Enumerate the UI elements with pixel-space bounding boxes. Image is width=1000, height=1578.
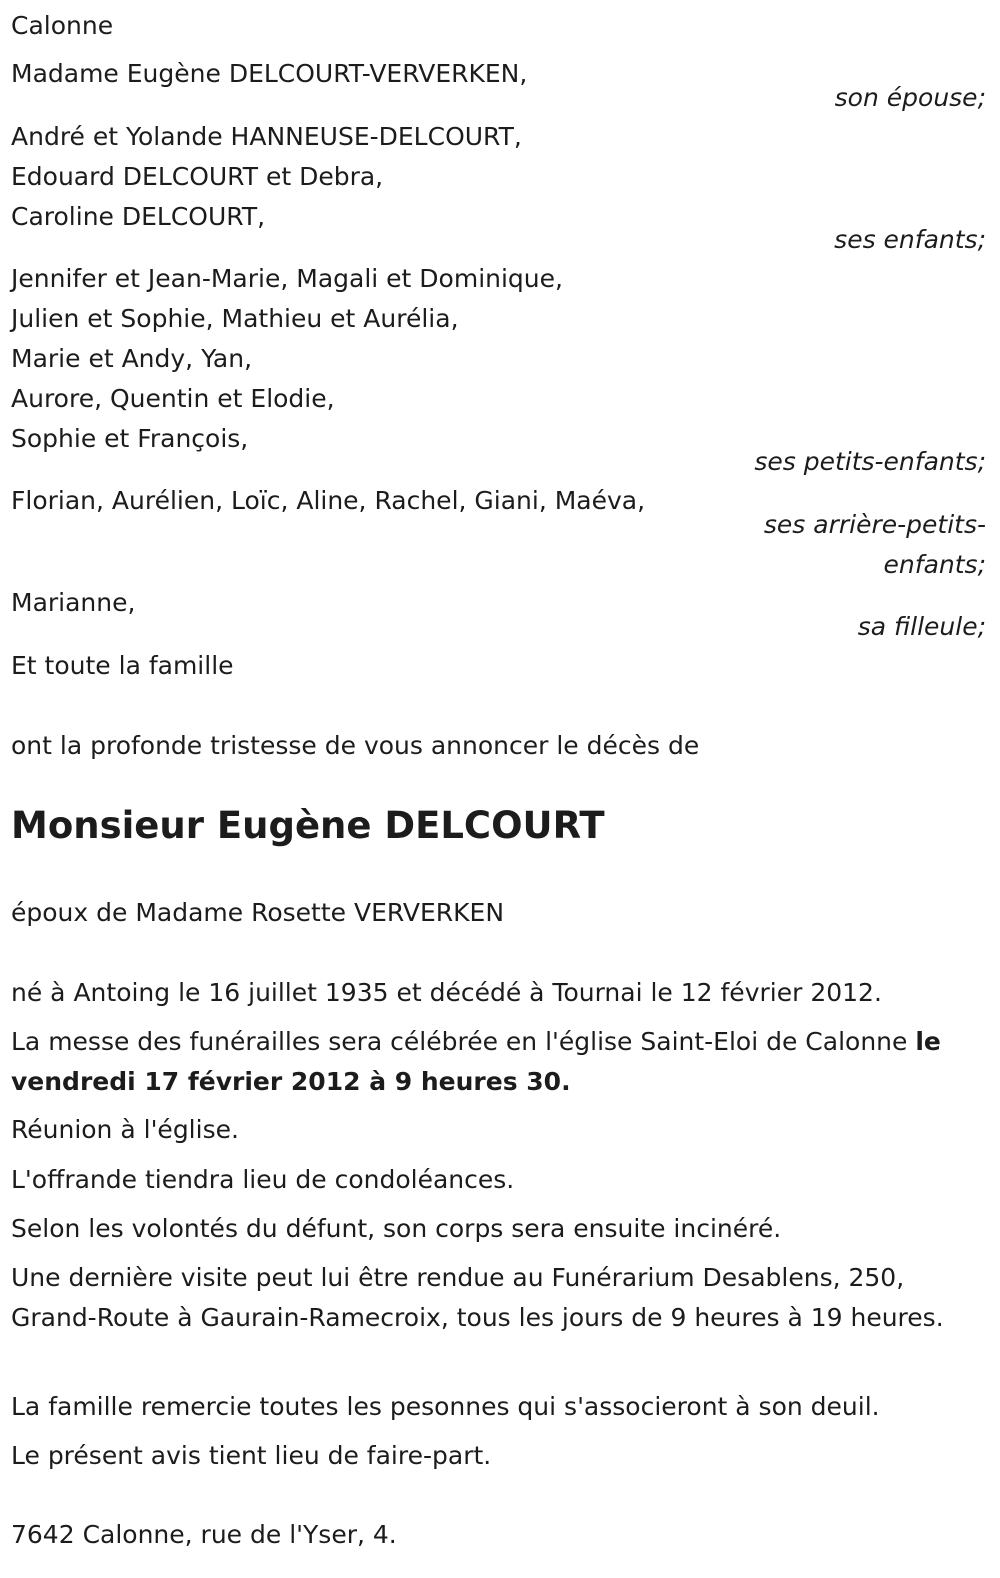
announcement-line: ont la profonde tristesse de vous annoncer le décès de (11, 731, 700, 760)
family-name-line: Marie et Andy, Yan, (11, 344, 253, 373)
family-role: ses petits-enfants; (754, 447, 986, 476)
family-role: ses arrière-petits-enfants; (763, 510, 986, 579)
family-name-line: Jennifer et Jean-Marie, Magali et Dominique, (11, 264, 563, 293)
cremation-line: Selon les volontés du défunt, son corps sera ensuite incinéré. (11, 1214, 782, 1243)
family-name-line: Julien et Sophie, Mathieu et Aurélia, (11, 304, 459, 333)
family-name-line: Edouard DELCOURT et Debra, (11, 162, 384, 191)
deceased-name: Monsieur Eugène DELCOURT (11, 804, 605, 847)
family-name-line: Caroline DELCOURT, (11, 202, 266, 231)
family-role: son épouse; (834, 83, 986, 112)
location-header: Calonne (11, 11, 114, 40)
notice-line: Le présent avis tient lieu de faire-part. (11, 1441, 492, 1470)
family-name-line: Florian, Aurélien, Loïc, Aline, Rachel, Giani, Maéva, (11, 486, 646, 515)
mass-date: le vendredi 17 février 2012 à 9 heures 30. (11, 1027, 941, 1096)
offering-line: L'offrande tiendra lieu de condoléances. (11, 1165, 515, 1194)
mass-paragraph (11, 1022, 986, 1102)
address-line: 7642 Calonne, rue de l'Yser, 4. (11, 1520, 397, 1549)
spouse-line: époux de Madame Rosette VERVERKEN (11, 898, 505, 927)
family-name-line: Madame Eugène DELCOURT-VERVERKEN, (11, 59, 528, 88)
whole-family-line: Et toute la famille (11, 651, 234, 680)
visit-paragraph: Une dernière visite peut lui être rendue au Funérarium Desablens, 250, Grand-Route à Gaurain-Ramecroix, tous les jours de 9 heures à 19 heures. (11, 1263, 944, 1332)
birth-death-line: né à Antoing le 16 juillet 1935 et décédé à Tournai le 12 février 2012. (11, 978, 882, 1007)
family-role: ses enfants; (834, 225, 986, 254)
mass-text: La messe des funérailles sera célébrée en l'église Saint-Eloi de Calonne (11, 1027, 916, 1056)
family-name-line: Sophie et François, (11, 424, 249, 453)
family-name-line: Marianne, (11, 588, 136, 617)
family-name-line: Aurore, Quentin et Elodie, (11, 384, 335, 413)
family-role: sa filleule; (857, 612, 986, 641)
meeting-line: Réunion à l'église. (11, 1115, 239, 1144)
family-name-line: André et Yolande HANNEUSE-DELCOURT, (11, 122, 522, 151)
thanks-line: La famille remercie toutes les pesonnes qui s'associeront à son deuil. (11, 1392, 880, 1421)
